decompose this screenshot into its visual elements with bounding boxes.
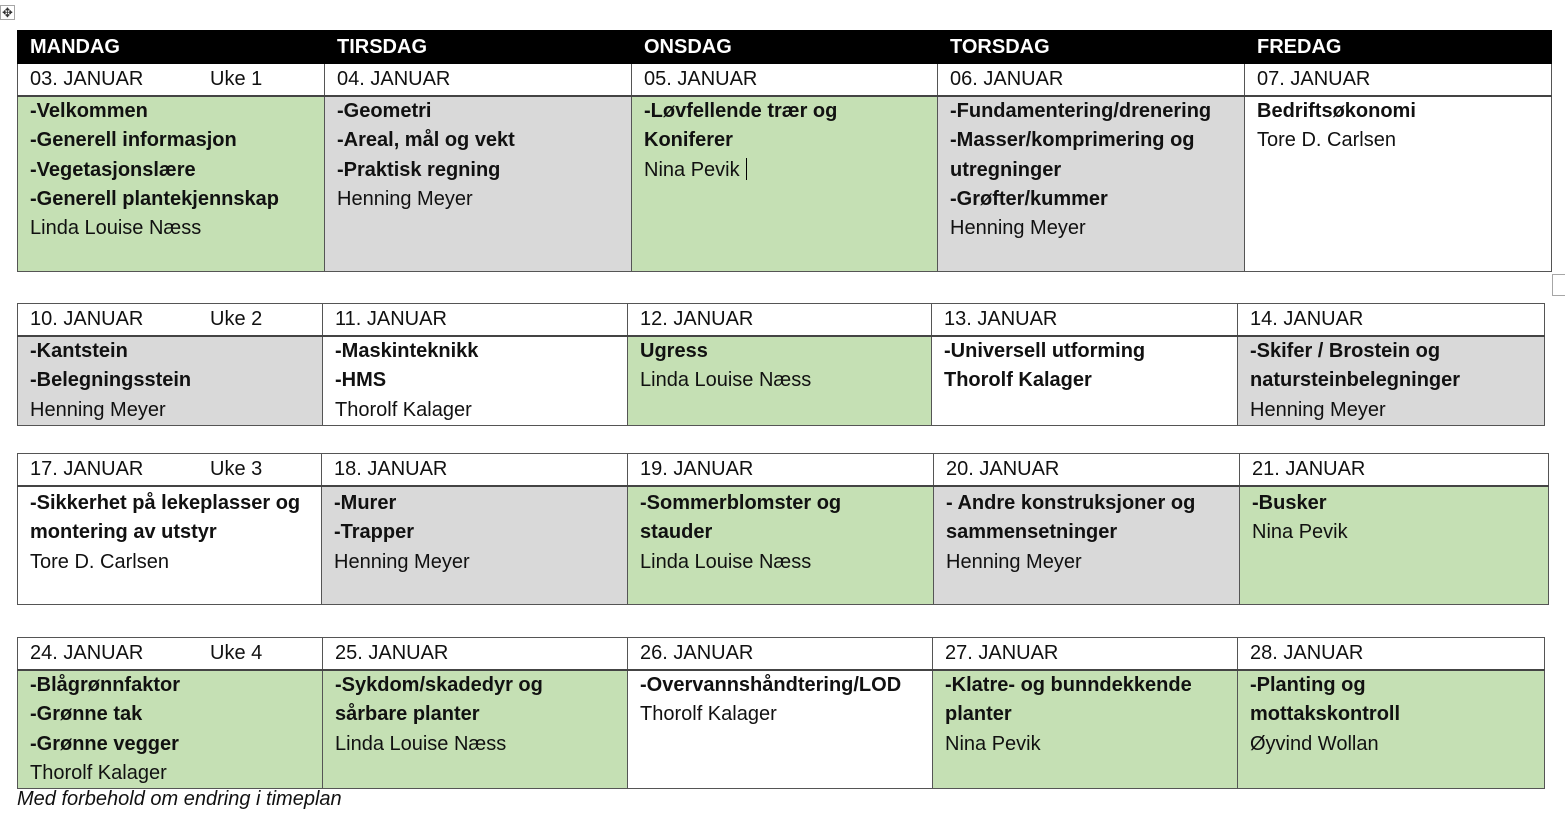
date-cell[interactable] bbox=[1238, 304, 1545, 337]
date-label: 20. JANUAR bbox=[946, 458, 1060, 480]
date-label: 24. JANUAR bbox=[30, 642, 144, 664]
schedule-cell[interactable] bbox=[932, 336, 1238, 425]
teacher-name: Linda Louise Næss bbox=[335, 732, 507, 755]
schedule-cell[interactable] bbox=[1238, 670, 1545, 789]
schedule-cell[interactable] bbox=[18, 96, 325, 271]
schedule-cell[interactable] bbox=[628, 670, 933, 789]
topic: -Vegetasjonslære bbox=[30, 158, 196, 181]
teacher-name: Henning Meyer bbox=[946, 550, 1082, 573]
topic: -Grøfter/kummer bbox=[950, 187, 1108, 210]
date-cell[interactable] bbox=[18, 64, 325, 97]
topic: -Maskinteknikk bbox=[335, 340, 479, 362]
week-3-table bbox=[17, 453, 1549, 605]
schedule-cell[interactable] bbox=[934, 486, 1240, 604]
topic: -Areal, mål og vekt bbox=[337, 129, 515, 152]
topic: Bedriftsøkonomi bbox=[1257, 100, 1416, 122]
topic: -Grønne tak bbox=[30, 703, 143, 726]
schedule-cell[interactable] bbox=[323, 670, 628, 789]
schedule-cell[interactable] bbox=[933, 670, 1238, 789]
topic: -Skifer / Brostein og natursteinbelegninger bbox=[1250, 340, 1461, 392]
week-2-table bbox=[17, 303, 1545, 426]
week-label: Uke 3 bbox=[210, 458, 263, 480]
week-label: Uke 2 bbox=[210, 308, 263, 330]
topic: -Fundamentering/drenering bbox=[950, 100, 1212, 122]
topic: -Busker bbox=[1252, 492, 1327, 514]
content-row bbox=[18, 96, 1552, 271]
topic: -Universell utforming bbox=[944, 340, 1146, 362]
date-label: 19. JANUAR bbox=[640, 458, 754, 480]
teacher-name: Henning Meyer bbox=[334, 550, 470, 573]
schedule-cell[interactable] bbox=[628, 486, 934, 604]
content-row bbox=[18, 486, 1549, 604]
topic: -Grønne vegger bbox=[30, 732, 179, 755]
date-label: 25. JANUAR bbox=[335, 642, 449, 664]
date-row bbox=[18, 638, 1545, 671]
topic: -Kantstein bbox=[30, 340, 128, 362]
teacher-name: Øyvind Wollan bbox=[1250, 732, 1379, 755]
teacher-name: Thorolf Kalager bbox=[30, 761, 167, 784]
date-cell[interactable] bbox=[628, 454, 934, 487]
schedule-cell[interactable] bbox=[18, 336, 323, 425]
teacher-name: Tore D. Carlsen bbox=[30, 550, 169, 573]
date-label: 17. JANUAR bbox=[30, 458, 144, 480]
topic: - Andre konstruksjoner og sammensetninger bbox=[946, 492, 1196, 544]
date-label: 13. JANUAR bbox=[944, 308, 1058, 330]
topic: -Blågrønnfaktor bbox=[30, 674, 180, 696]
topic: -Klatre- og bunndekkende planter bbox=[945, 674, 1192, 726]
schedule-cell[interactable] bbox=[1238, 336, 1545, 425]
day-header-friday: FREDAG bbox=[1245, 31, 1552, 64]
date-label: 14. JANUAR bbox=[1250, 308, 1364, 330]
schedule-cell[interactable] bbox=[938, 96, 1245, 271]
date-label: 21. JANUAR bbox=[1252, 458, 1366, 480]
teacher-name: Linda Louise Næss bbox=[640, 550, 812, 573]
topic: -Generell informasjon bbox=[30, 129, 237, 152]
text-cursor bbox=[746, 158, 747, 180]
date-row bbox=[18, 304, 1545, 337]
topic: -Trapper bbox=[334, 521, 415, 544]
date-cell[interactable] bbox=[632, 64, 938, 97]
topic: Ugress bbox=[640, 340, 708, 362]
date-cell[interactable] bbox=[628, 638, 933, 671]
week-4-table bbox=[17, 637, 1545, 789]
topic: -Overvannshåndtering/LOD bbox=[640, 674, 902, 696]
date-cell[interactable] bbox=[1238, 638, 1545, 671]
table-move-handle-icon[interactable]: ✥ bbox=[0, 5, 15, 20]
topic: -Generell plantekjennskap bbox=[30, 187, 279, 210]
week-label: Uke 1 bbox=[210, 68, 263, 90]
topic: -Sykdom/skadedyr og sårbare planter bbox=[335, 674, 543, 726]
topic: -Sommerblomster og stauder bbox=[640, 492, 842, 544]
date-cell[interactable] bbox=[325, 64, 632, 97]
teacher-name: Linda Louise Næss bbox=[640, 369, 812, 392]
date-cell[interactable] bbox=[1240, 454, 1549, 487]
date-cell[interactable] bbox=[1245, 64, 1552, 97]
day-header-tuesday: TIRSDAG bbox=[325, 31, 632, 64]
date-cell[interactable] bbox=[18, 638, 323, 671]
date-cell[interactable] bbox=[18, 454, 322, 487]
day-header-row bbox=[18, 31, 1552, 64]
topic: -Planting og mottakskontroll bbox=[1250, 674, 1401, 726]
schedule-cell[interactable] bbox=[628, 336, 932, 425]
date-label: 11. JANUAR bbox=[335, 308, 447, 330]
topic: -Belegningsstein bbox=[30, 369, 192, 392]
date-cell[interactable] bbox=[628, 304, 932, 337]
teacher-name: Thorolf Kalager bbox=[944, 369, 1092, 392]
schedule-cell[interactable] bbox=[632, 96, 938, 271]
footnote: Med forbehold om endring i timeplan bbox=[17, 788, 342, 810]
date-cell[interactable] bbox=[322, 454, 628, 487]
date-label: 28. JANUAR bbox=[1250, 642, 1364, 664]
schedule-cell[interactable] bbox=[325, 96, 632, 271]
content-row bbox=[18, 336, 1545, 425]
content-row bbox=[18, 670, 1545, 789]
teacher-name: Thorolf Kalager bbox=[335, 398, 472, 421]
topic: -Masser/komprimering og utregninger bbox=[950, 129, 1195, 181]
teacher-name: Nina Pevik bbox=[1252, 521, 1348, 544]
date-label: 27. JANUAR bbox=[945, 642, 1059, 664]
schedule-cell[interactable] bbox=[323, 336, 628, 425]
day-header-monday: MANDAG bbox=[18, 31, 325, 64]
teacher-name: Henning Meyer bbox=[337, 187, 473, 210]
date-cell[interactable] bbox=[938, 64, 1245, 97]
date-row bbox=[18, 454, 1549, 487]
day-header-wednesday: ONSDAG bbox=[632, 31, 938, 64]
date-row bbox=[18, 64, 1552, 97]
teacher-name: Henning Meyer bbox=[30, 398, 166, 421]
date-cell[interactable] bbox=[933, 638, 1238, 671]
schedule-cell[interactable] bbox=[1245, 96, 1552, 271]
teacher-name: Thorolf Kalager bbox=[640, 703, 777, 726]
teacher-name: Nina Pevik bbox=[644, 156, 897, 185]
date-label: 12. JANUAR bbox=[640, 308, 754, 330]
topic: -HMS bbox=[335, 369, 387, 392]
date-cell[interactable] bbox=[18, 304, 323, 337]
table-resize-handle[interactable] bbox=[1552, 274, 1565, 296]
topic: -Løvfellende trær og Koniferer bbox=[644, 100, 838, 152]
topic: -Praktisk regning bbox=[337, 158, 501, 181]
date-label: 05. JANUAR bbox=[644, 68, 758, 90]
date-label: 06. JANUAR bbox=[950, 68, 1064, 90]
date-label: 26. JANUAR bbox=[640, 642, 754, 664]
date-label: 04. JANUAR bbox=[337, 68, 451, 90]
date-cell[interactable] bbox=[323, 638, 628, 671]
schedule-cell[interactable] bbox=[1240, 486, 1549, 604]
topic: -Murer bbox=[334, 492, 397, 514]
topic: -Velkommen bbox=[30, 100, 148, 122]
teacher-name: Linda Louise Næss bbox=[30, 217, 202, 240]
week-1-table bbox=[17, 30, 1552, 272]
teacher-name: Nina Pevik bbox=[945, 732, 1041, 755]
teacher-name: Tore D. Carlsen bbox=[1257, 129, 1396, 152]
date-label: 10. JANUAR bbox=[30, 308, 144, 330]
date-cell[interactable] bbox=[934, 454, 1240, 487]
week-label: Uke 4 bbox=[210, 642, 263, 664]
date-label: 07. JANUAR bbox=[1257, 68, 1371, 90]
date-cell[interactable] bbox=[323, 304, 628, 337]
schedule-cell[interactable] bbox=[322, 486, 628, 604]
topic: -Sikkerhet på lekeplasser og montering av utstyr bbox=[30, 492, 301, 544]
date-label: 03. JANUAR bbox=[30, 68, 144, 90]
date-cell[interactable] bbox=[932, 304, 1238, 337]
schedule-cell[interactable] bbox=[18, 486, 322, 604]
teacher-name: Henning Meyer bbox=[1250, 398, 1386, 421]
day-header-thursday: TORSDAG bbox=[938, 31, 1245, 64]
date-label: 18. JANUAR bbox=[334, 458, 448, 480]
teacher-name: Henning Meyer bbox=[950, 217, 1086, 240]
schedule-cell[interactable] bbox=[18, 670, 323, 789]
topic: -Geometri bbox=[337, 100, 432, 122]
